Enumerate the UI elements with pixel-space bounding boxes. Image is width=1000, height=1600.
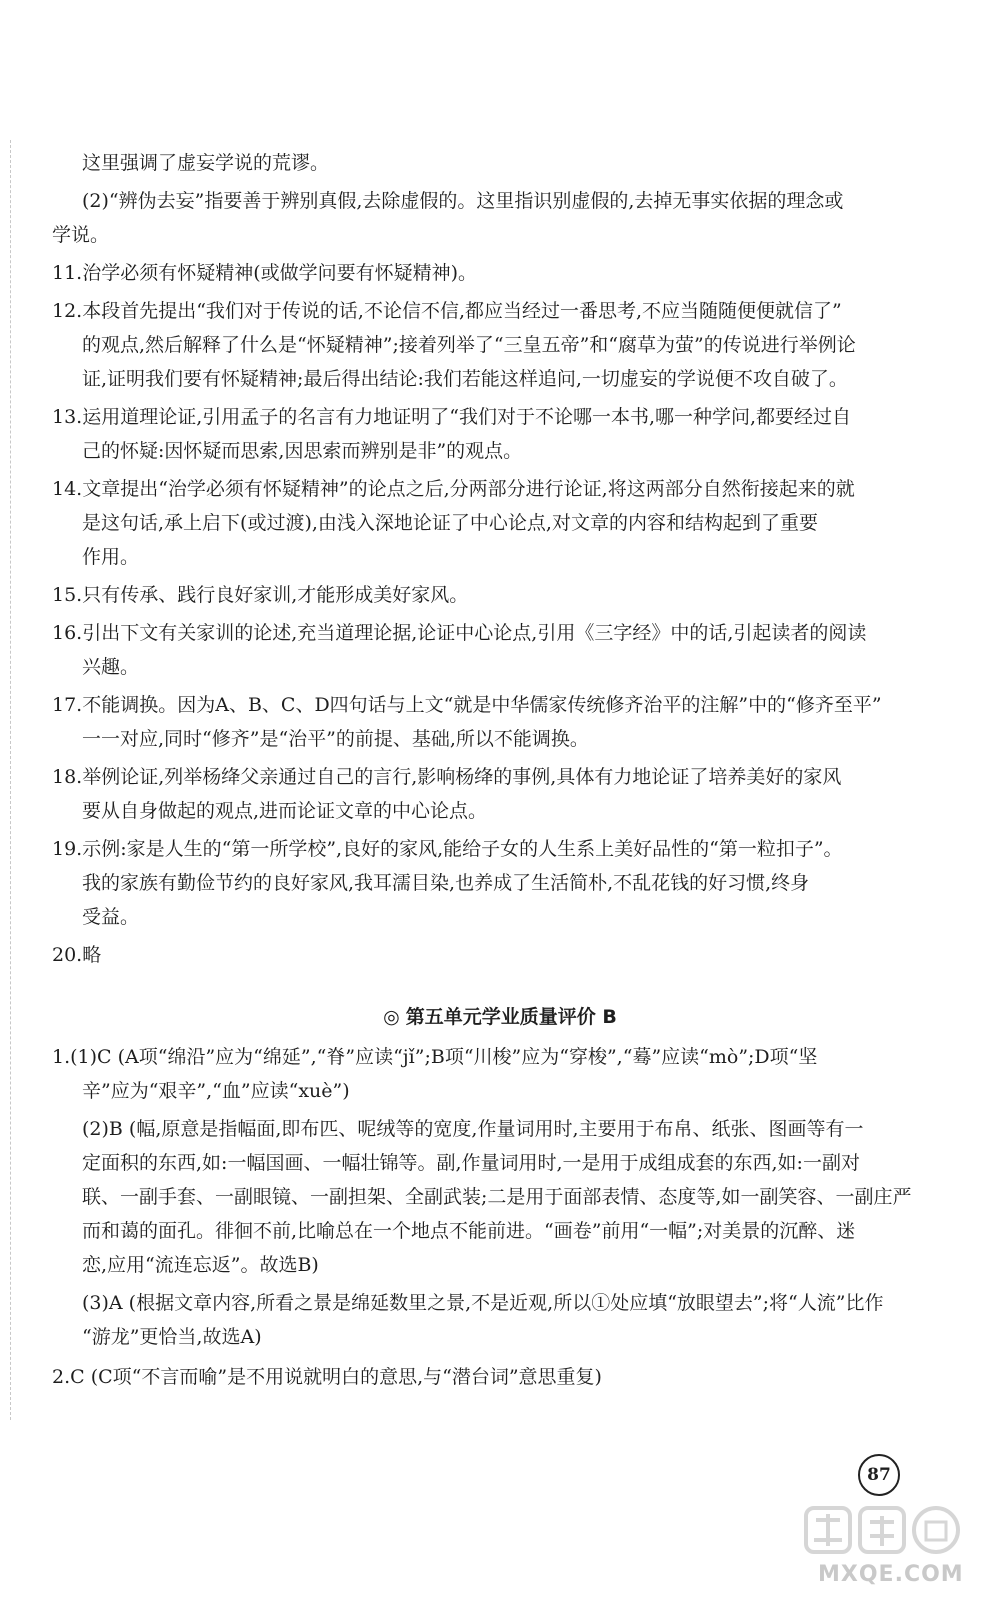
answer-line: 联、一副手套、一副眼镜、一副担架、全副武装;二是用于面部表情、态度等,如一副笑容、一副庄严 bbox=[82, 1186, 912, 1208]
answer-item-20: 20.略 bbox=[52, 944, 102, 966]
section-title bbox=[0, 1002, 1000, 1032]
answer-line: 的观点,然后解释了什么是“怀疑精神”;接着列举了“三皇五帝”和“腐草为萤”的传说进行举例论 bbox=[82, 334, 856, 356]
answer-item-13: 13.运用道理论证,引用孟子的名言有力地证明了“我们对于不论哪一本书,哪一种学问,都要经过自 bbox=[52, 406, 852, 428]
answer-item-17: 17.不能调换。因为A、B、C、D四句话与上文“就是中华儒家传统修齐治平的注解”中的“修齐至平” bbox=[52, 694, 882, 716]
answer-line: 而和蔼的面孔。徘徊不前,比喻总在一个地点不能前进。“画卷”前用“一幅”;对美景的沉醉、迷 bbox=[82, 1220, 856, 1242]
answer-line: 我的家族有勤俭节约的良好家风,我耳濡目染,也养成了生活简朴,不乱花钱的好习惯,终身 bbox=[82, 872, 810, 894]
answer-item-11: 11.治学必须有怀疑精神(或做学问要有怀疑精神)。 bbox=[52, 262, 478, 284]
answer-line: 这里强调了虚妄学说的荒谬。 bbox=[82, 152, 330, 174]
answer-item-18: 18.举例论证,列举杨绛父亲通过自己的言行,影响杨绛的事例,具体有力地论证了培养美好的家风 bbox=[52, 766, 842, 788]
answer-line: 辛”应为“艰辛”,“血”应读“xuè”) bbox=[82, 1080, 350, 1102]
watermark-text: MXQE.COM bbox=[818, 1562, 964, 1587]
answer-line: 要从自身做起的观点,进而论证文章的中心论点。 bbox=[82, 800, 488, 822]
answer-line: “游龙”更恰当,故选A) bbox=[82, 1326, 262, 1348]
answer-item-15: 15.只有传承、践行良好家训,才能形成美好家风。 bbox=[52, 584, 469, 606]
answer-line: 恋,应用“流连忘返”。故选B) bbox=[82, 1254, 319, 1276]
binding-margin-line bbox=[10, 140, 11, 1420]
answer-line: 学说。 bbox=[52, 224, 110, 246]
answer-line: 证,证明我们要有怀疑精神;最后得出结论:我们若能这样追问,一切虚妄的学说便不攻自破了。 bbox=[82, 368, 848, 390]
answer-line: 一一对应,同时“修齐”是“治平”的前提、基础,所以不能调换。 bbox=[82, 728, 589, 750]
answer-line: 兴趣。 bbox=[82, 656, 140, 678]
answer-line: 受益。 bbox=[82, 906, 140, 928]
section-bullet-icon: ◎ bbox=[383, 1006, 400, 1028]
answer-item-16: 16.引出下文有关家训的论述,充当道理论据,论证中心论点,引用《三字经》中的话,引起读者的阅读 bbox=[52, 622, 867, 644]
answer-line: (3)A (根据文章内容,所看之景是绵延数里之景,不是近观,所以①处应填“放眼望去”;将“人流”比作 bbox=[82, 1292, 884, 1314]
page-number: 87 bbox=[858, 1454, 900, 1496]
answer-line: 己的怀疑:因怀疑而思索,因思索而辨别是非”的观点。 bbox=[82, 440, 523, 462]
answer-line: 定面积的东西,如:一幅国画、一幅壮锦等。副,作量词用时,一是用于成组成套的东西,如:一副对 bbox=[82, 1152, 860, 1174]
answer-block-top bbox=[52, 146, 932, 972]
answer-block-bottom bbox=[52, 1040, 932, 1394]
answer-line: (2)B (幅,原意是指幅面,即布匹、呢绒等的宽度,作量词用时,主要用于布帛、纸张、图画等有一 bbox=[82, 1118, 864, 1140]
answer-item-2: 2.C (C项“不言而喻”是不用说就明白的意思,与“潜台词”意思重复) bbox=[52, 1366, 602, 1388]
answer-item-1: 1.(1)C (A项“绵沿”应为“绵延”,“脊”应读“jǐ”;B项“川梭”应为“穿梭”,“蓦”应读“mò”;D项“坚 bbox=[52, 1046, 818, 1068]
answer-line: 作用。 bbox=[82, 546, 140, 568]
answer-item-12: 12.本段首先提出“我们对于传说的话,不论信不信,都应当经过一番思考,不应当随随便便就信了” bbox=[52, 300, 842, 322]
answer-line: (2)“辨伪去妄”指要善于辨别真假,去除虚假的。这里指识别虚假的,去掉无事实依据的理念或 bbox=[82, 190, 844, 212]
answer-item-14: 14.文章提出“治学必须有怀疑精神”的论点之后,分两部分进行论证,将这两部分自然衔接起来的就 bbox=[52, 478, 855, 500]
answer-item-19: 19.示例:家是人生的“第一所学校”,良好的家风,能给子女的人生系上美好品性的“第一粒扣子”。 bbox=[52, 838, 843, 860]
section-title-text: 第五单元学业质量评价 B bbox=[405, 1006, 617, 1028]
answer-line: 是这句话,承上启下(或过渡),由浅入深地论证了中心论点,对文章的内容和结构起到了重要 bbox=[82, 512, 818, 534]
